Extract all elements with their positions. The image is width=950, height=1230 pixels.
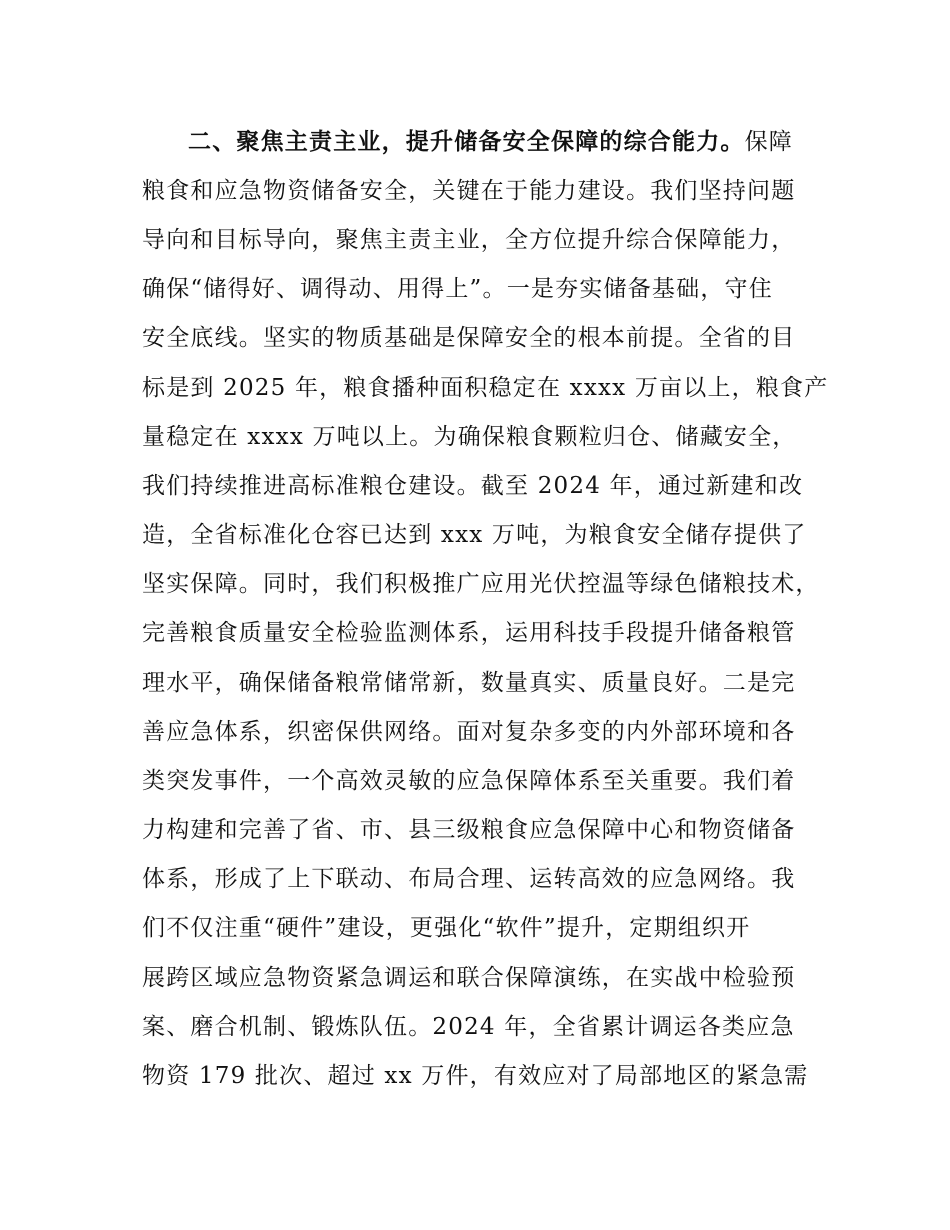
paragraph-line-5: 安全底线。坚实的物质基础是保障安全的根本前提。全省的目 (142, 325, 796, 351)
paragraph-line-7: 量稳定在 xxxx 万吨以上。为确保粮食颗粒归仓、储藏安全， (142, 424, 797, 450)
heading-continuation: 保障 (744, 129, 794, 155)
paragraph-line-2: 粮食和应急物资储备安全，关键在于能力建设。我们坚持问题 (142, 178, 796, 204)
paragraph-line-15: 力构建和完善了省、市、县三级粮食应急保障中心和物资储备 (142, 817, 796, 843)
paragraph-line-11: 完善粮食质量安全检验监测体系，运用科技手段提升储备粮管 (142, 620, 796, 646)
paragraph-line-3: 导向和目标导向，聚焦主责主业，全方位提升综合保障能力， (142, 227, 796, 253)
paragraph-line-10: 坚实保障。同时，我们积极推广应用光伏控温等绿色储粮技术， (142, 571, 820, 597)
section-heading: 二、聚焦主责主业，提升储备安全保障的综合能力。 (188, 129, 745, 155)
paragraph-line-17: 们不仅注重“硬件”建设，更强化“软件”提升，定期组织开 (142, 915, 751, 941)
paragraph-line-8: 我们持续推进高标准粮仓建设。截至 2024 年，通过新建和改 (142, 473, 804, 499)
paragraph-line-18: 展跨区域应急物资紧急调运和联合保障演练，在实战中检验预 (142, 965, 796, 991)
paragraph-line-1 (188, 127, 793, 157)
paragraph-line-6: 标是到 2025 年，粮食播种面积稳定在 xxxx 万亩以上，粮食产 (142, 375, 829, 401)
paragraph-line-4: 确保“储得好、调得动、用得上”。一是夯实储备基础，守住 (142, 276, 773, 302)
paragraph-line-9: 造，全省标准化仓容已达到 xxx 万吨，为粮食安全储存提供了 (142, 522, 807, 548)
paragraph-line-14: 类突发事件，一个高效灵敏的应急保障体系至关重要。我们着 (142, 768, 796, 794)
paragraph-line-16: 体系，形成了上下联动、布局合理、运转高效的应急网络。我 (142, 866, 796, 892)
paragraph-line-19: 案、磨合机制、锻炼队伍。2024 年，全省累计调运各类应急 (142, 1014, 795, 1040)
paragraph-line-12: 理水平，确保储备粮常储常新，数量真实、质量良好。二是完 (142, 670, 796, 696)
paragraph-line-13: 善应急体系，织密保供网络。面对复杂多变的内外部环境和各 (142, 719, 796, 745)
paragraph-line-20: 物资 179 批次、超过 xx 万件，有效应对了局部地区的紧急需 (142, 1063, 809, 1089)
